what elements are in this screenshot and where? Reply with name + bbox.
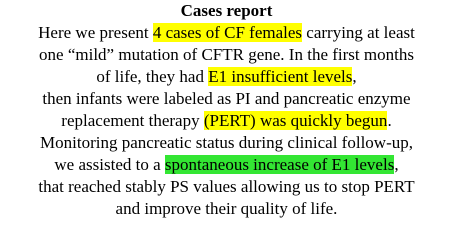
- line-5-pre: replacement therapy: [61, 111, 204, 130]
- line-7-pre: we assisted to a: [54, 155, 165, 174]
- line-7-post: ,: [394, 155, 399, 174]
- line-5-post: .: [387, 111, 392, 130]
- text-line-6: Monitoring pancreatic status during clinical follow-up,: [40, 133, 413, 152]
- text-line-8: that reached stably PS values allowing us to stop PERT: [38, 177, 415, 196]
- text-line-9: and improve their quality of life.: [115, 199, 338, 218]
- text-line-7: [0, 154, 453, 176]
- text-line-3: [0, 66, 453, 88]
- line-1-post: carrying at least: [302, 23, 415, 42]
- highlight-cases: 4 cases of CF females: [152, 23, 303, 42]
- text-line-4: then infants were labeled as PI and pancreatic enzyme: [42, 89, 411, 108]
- line-1-pre: Here we present: [38, 23, 153, 42]
- document-title: Cases report: [180, 1, 273, 20]
- text-line-1: [0, 22, 453, 44]
- line-3-pre: of life, they had: [96, 67, 209, 86]
- highlight-pert-begun: (PERT) was quickly begun: [203, 111, 388, 130]
- text-line-5: [0, 110, 453, 132]
- line-3-post: ,: [352, 67, 357, 86]
- text-line-2: one “mild” mutation of CFTR gene. In the first months: [39, 45, 414, 64]
- highlight-spontaneous-increase: spontaneous increase of E1 levels: [164, 155, 395, 174]
- highlight-e1-insufficient: E1 insufficient levels: [208, 67, 353, 86]
